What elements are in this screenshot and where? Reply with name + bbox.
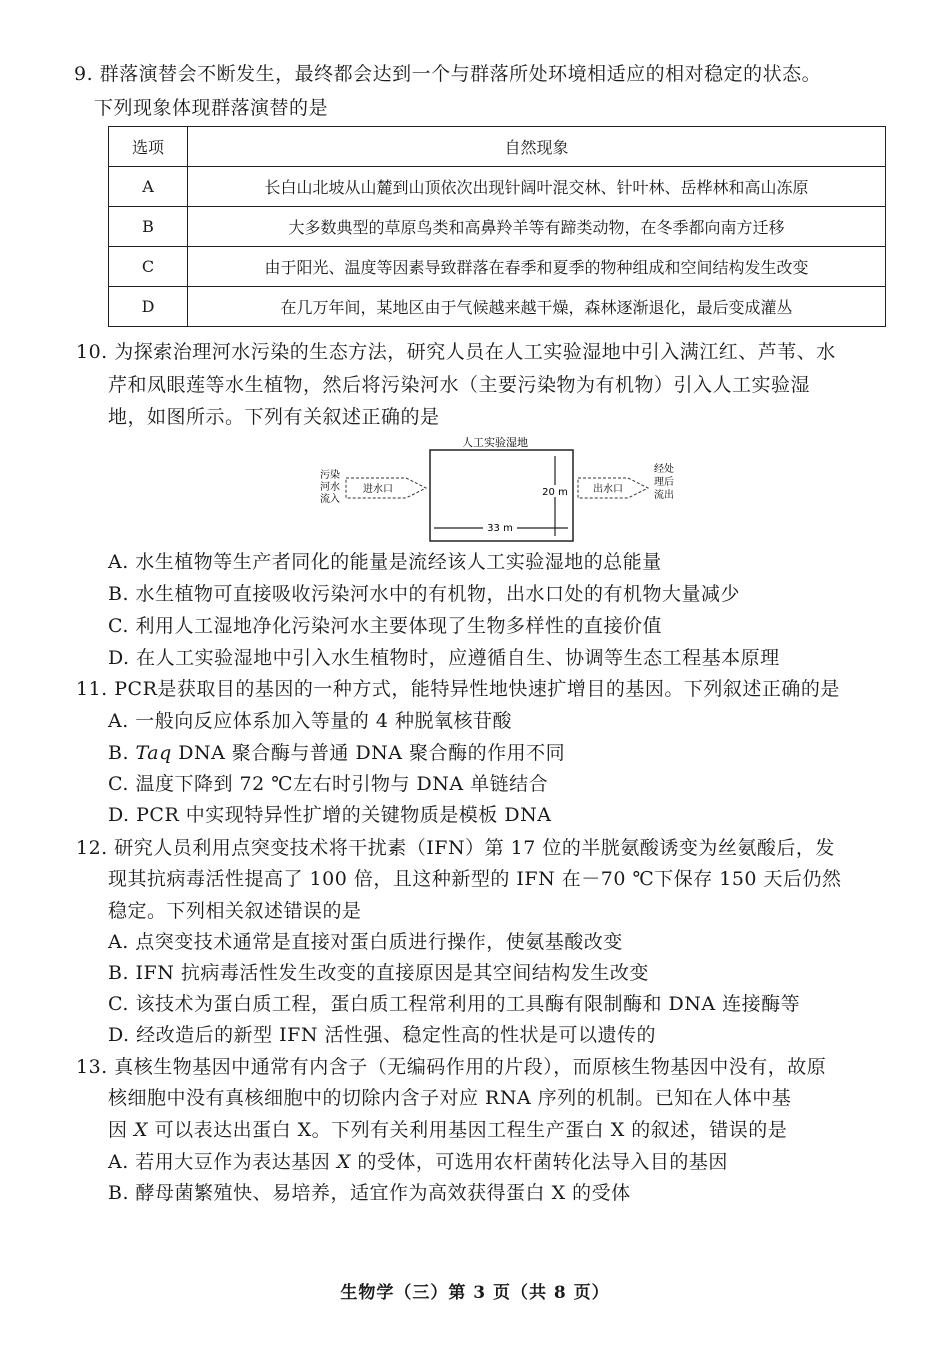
q13-option-b: B. 酵母菌繁殖快、易培养，适宜作为高效获得蛋白 X 的受体 bbox=[108, 1182, 631, 1204]
outlet-label: 出水口 bbox=[593, 484, 623, 495]
q12-option-d: D. 经改造后的新型 IFN 活性强、稳定性高的性状是可以遗传的 bbox=[108, 1024, 657, 1046]
q13-option-a-gene-x: X bbox=[336, 1151, 351, 1173]
q9-row-text: 大多数典型的草原鸟类和高鼻羚羊等有蹄类动物，在冬季都向南方迁移 bbox=[188, 207, 886, 247]
q9-row-option: C bbox=[109, 247, 188, 287]
q13-gene-x: X bbox=[134, 1119, 149, 1141]
wetland-title: 人工实验湿地 bbox=[462, 436, 528, 449]
q10-option-d: D. 在人工实验湿地中引入水生植物时，应遵循自生、协调等生态工程基本原理 bbox=[108, 647, 780, 669]
q11-stem: 11. PCR是获取目的基因的一种方式，能特异性地快速扩增目的基因。下列叙述正确的是 bbox=[76, 678, 840, 700]
q12-option-a: A. 点突变技术通常是直接对蛋白质进行操作，使氨基酸改变 bbox=[108, 931, 623, 953]
q9-row-option: B bbox=[109, 207, 188, 247]
q9-header-option: 选项 bbox=[109, 127, 188, 167]
q12-option-b: B. IFN 抗病毒活性发生改变的直接原因是其空间结构发生改变 bbox=[108, 962, 649, 984]
outflow-label-1: 经处 bbox=[654, 464, 674, 475]
q11-option-d: D. PCR 中实现特异性扩增的关键物质是模板 DNA bbox=[108, 804, 552, 826]
inflow-label-1: 污染 bbox=[320, 470, 340, 481]
q13-stem-line3-a: 因 bbox=[108, 1119, 135, 1141]
inlet-label: 进水口 bbox=[363, 484, 393, 495]
q11-option-b-rest: DNA 聚合酶与普通 DNA 聚合酶的作用不同 bbox=[171, 742, 566, 764]
page-footer: 生物学（三）第 3 页（共 8 页） bbox=[340, 1283, 610, 1303]
q10-option-c: C. 利用人工湿地净化污染河水主要体现了生物多样性的直接价值 bbox=[108, 615, 662, 637]
wetland-diagram bbox=[310, 432, 700, 544]
q10-option-a: A. 水生植物等生产者同化的能量是流经该人工实验湿地的总能量 bbox=[108, 551, 662, 573]
q12-stem-line2: 现其抗病毒活性提高了 100 倍，且这种新型的 IFN 在－70 ℃下保存 150 天后仍然 bbox=[108, 868, 842, 890]
table-row bbox=[109, 167, 886, 207]
q12-option-c: C. 该技术为蛋白质工程，蛋白质工程常利用的工具酶有限制酶和 DNA 连接酶等 bbox=[108, 993, 801, 1015]
q9-table-header-row bbox=[109, 127, 886, 167]
q12-stem-line3: 稳定。下列相关叙述错误的是 bbox=[108, 900, 362, 922]
q10-stem-line1: 10. 为探索治理河水污染的生态方法，研究人员在人工实验湿地中引入满江红、芦苇、水 bbox=[76, 341, 836, 363]
outflow-label-2: 理后 bbox=[654, 477, 674, 488]
q9-row-option: D bbox=[109, 287, 188, 327]
outflow-label-3: 流出 bbox=[654, 490, 674, 501]
q12-stem-line1: 12. 研究人员利用点突变技术将干扰素（IFN）第 17 位的半胱氨酸诱变为丝氨酸后，发 bbox=[76, 837, 835, 859]
q13-stem-line3-b: 可以表达出蛋白 X。下列有关利用基因工程生产蛋白 X 的叙述，错误的是 bbox=[148, 1119, 788, 1141]
q9-row-text: 在几万年间，某地区由于气候越来越干燥，森林逐渐退化，最后变成灌丛 bbox=[188, 287, 886, 327]
q13-option-a-b: 的受体，可选用农杆菌转化法导入目的基因 bbox=[350, 1151, 728, 1173]
q11-option-b-taq: Taq bbox=[135, 742, 172, 764]
width-label: 33 m bbox=[487, 523, 513, 534]
q9-header-phenomenon: 自然现象 bbox=[188, 127, 886, 167]
q11-option-b bbox=[108, 741, 565, 765]
q9-stem-line2: 下列现象体现群落演替的是 bbox=[94, 97, 329, 119]
q10-option-b: B. 水生植物可直接吸收污染河水中的有机物，出水口处的有机物大量减少 bbox=[108, 583, 741, 605]
table-row bbox=[109, 247, 886, 287]
q13-stem-line1: 13. 真核生物基因中通常有内含子（无编码作用的片段），而原核生物基因中没有，故原 bbox=[76, 1056, 827, 1078]
q10-stem-line3: 地，如图所示。下列有关叙述正确的是 bbox=[108, 406, 440, 428]
q9-table bbox=[108, 126, 886, 327]
inflow-label-3: 流入 bbox=[320, 494, 340, 505]
q9-stem-line1: 9. 群落演替会不断发生，最终都会达到一个与群落所处环境相适应的相对稳定的状态。 bbox=[74, 63, 822, 85]
q11-option-c: C. 温度下降到 72 ℃左右时引物与 DNA 单链结合 bbox=[108, 773, 549, 795]
q13-stem-line2: 核细胞中没有真核细胞中的切除内含子对应 RNA 序列的机制。已知在人体中基 bbox=[108, 1087, 792, 1109]
table-row bbox=[109, 207, 886, 247]
table-row bbox=[109, 287, 886, 327]
q11-option-b-prefix: B. bbox=[108, 742, 136, 764]
q13-stem-line3 bbox=[108, 1118, 787, 1142]
q10-stem-line2: 芹和凤眼莲等水生植物，然后将污染河水（主要污染物为有机物）引入人工实验湿 bbox=[108, 374, 811, 396]
height-label: 20 m bbox=[542, 487, 568, 498]
q11-option-a: A. 一般向反应体系加入等量的 4 种脱氧核苷酸 bbox=[108, 710, 512, 732]
q9-row-text: 由于阳光、温度等因素导致群落在春季和夏季的物种组成和空间结构发生改变 bbox=[188, 247, 886, 287]
q9-row-option: A bbox=[109, 167, 188, 207]
q9-row-text: 长白山北坡从山麓到山顶依次出现针阔叶混交林、针叶林、岳桦林和高山冻原 bbox=[188, 167, 886, 207]
q13-option-a bbox=[108, 1150, 728, 1174]
inflow-label-2: 河水 bbox=[320, 482, 340, 493]
q13-option-a-a: A. 若用大豆作为表达基因 bbox=[108, 1151, 337, 1173]
